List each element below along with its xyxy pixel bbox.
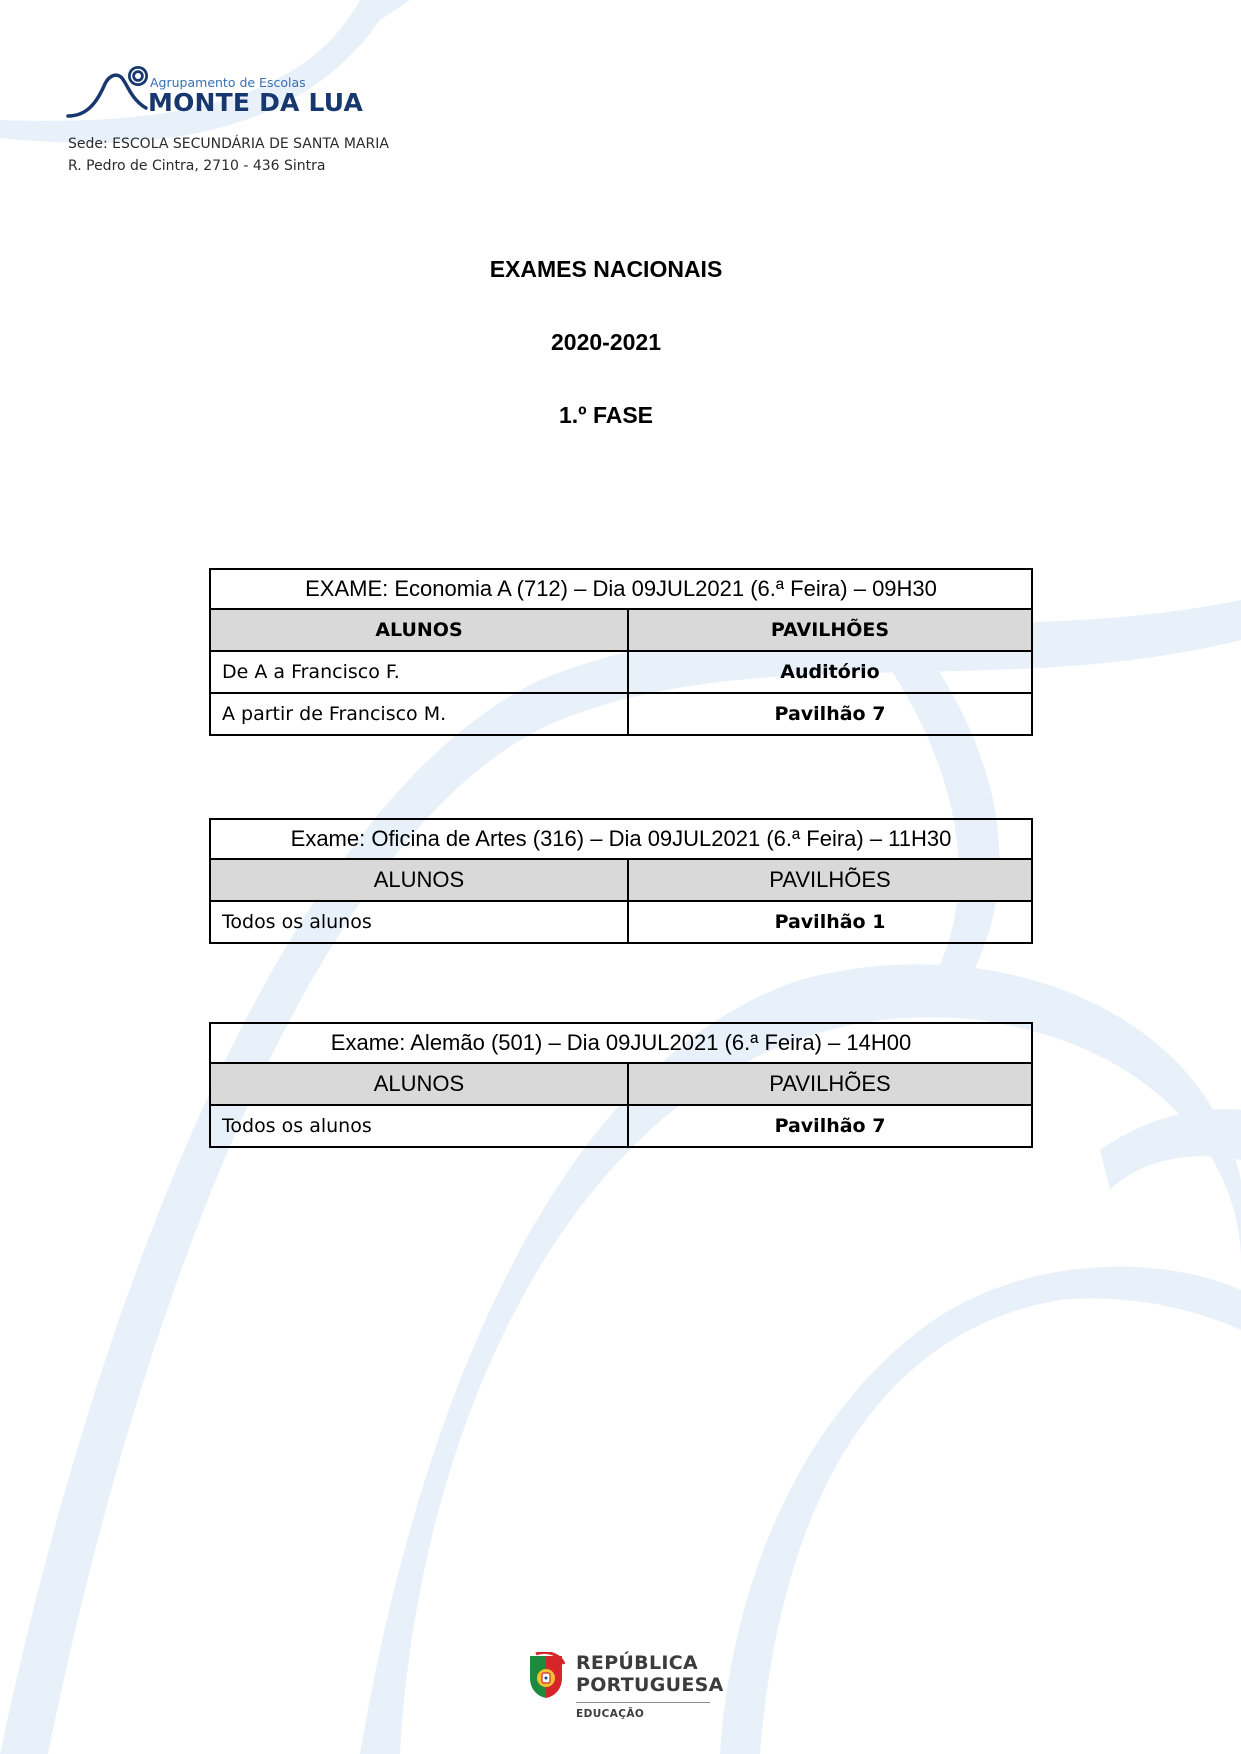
column-header-pavilhoes: PAVILHÕES <box>628 859 1032 901</box>
column-header-alunos: ALUNOS <box>210 609 628 651</box>
exam-table-alemao <box>209 1022 1033 1148</box>
column-header-pavilhoes: PAVILHÕES <box>628 609 1032 651</box>
footer-department: EDUCAÇÃO <box>576 1708 645 1720</box>
seat-line-2: R. Pedro de Cintra, 2710 - 436 Sintra <box>68 158 326 174</box>
alunos-cell: Todos os alunos <box>210 1105 628 1147</box>
exam-table-economia <box>209 568 1033 736</box>
alunos-cell: De A a Francisco F. <box>210 651 628 693</box>
alunos-cell: A partir de Francisco M. <box>210 693 628 735</box>
table-row <box>210 693 1032 735</box>
school-address <box>68 133 389 177</box>
column-header-pavilhoes: PAVILHÕES <box>628 1063 1032 1105</box>
school-logo <box>66 64 386 124</box>
column-header-alunos: ALUNOS <box>210 1063 628 1105</box>
alunos-cell: Todos os alunos <box>210 901 628 943</box>
pavilhao-cell: Auditório <box>628 651 1032 693</box>
school-year: 2020-2021 <box>551 329 661 355</box>
exam-title: Exame: Alemão (501) – Dia 09JUL2021 (6.ª Feira) – 14H00 <box>210 1023 1032 1063</box>
footer-divider <box>576 1702 710 1703</box>
column-header-alunos: ALUNOS <box>210 859 628 901</box>
republica-portuguesa-logo <box>526 1650 726 1730</box>
table-row <box>210 1105 1032 1147</box>
seat-line-1: Sede: ESCOLA SECUNDÁRIA DE SANTA MARIA <box>68 136 389 152</box>
monte-da-lua-emblem-icon <box>66 64 156 124</box>
pavilhao-cell: Pavilhão 7 <box>628 693 1032 735</box>
pavilhao-cell: Pavilhão 1 <box>628 901 1032 943</box>
portuguese-shield-icon <box>526 1652 566 1702</box>
table-row <box>210 901 1032 943</box>
exam-title: EXAME: Economia A (712) – Dia 09JUL2021 (6.ª Feira) – 09H30 <box>210 569 1032 609</box>
table-row <box>210 651 1032 693</box>
exam-table-oficina-de-artes <box>209 818 1033 944</box>
footer-line-1: REPÚBLICA <box>576 1652 698 1674</box>
footer-line-2: PORTUGUESA <box>576 1674 724 1696</box>
document-title: EXAMES NACIONAIS <box>489 256 723 282</box>
logo-subtitle: Agrupamento de Escolas <box>150 75 306 90</box>
exam-phase: 1.º FASE <box>558 402 654 428</box>
exam-title: Exame: Oficina de Artes (316) – Dia 09JUL2021 (6.ª Feira) – 11H30 <box>210 819 1032 859</box>
pavilhao-cell: Pavilhão 7 <box>628 1105 1032 1147</box>
logo-name: MONTE DA LUA <box>148 88 364 117</box>
